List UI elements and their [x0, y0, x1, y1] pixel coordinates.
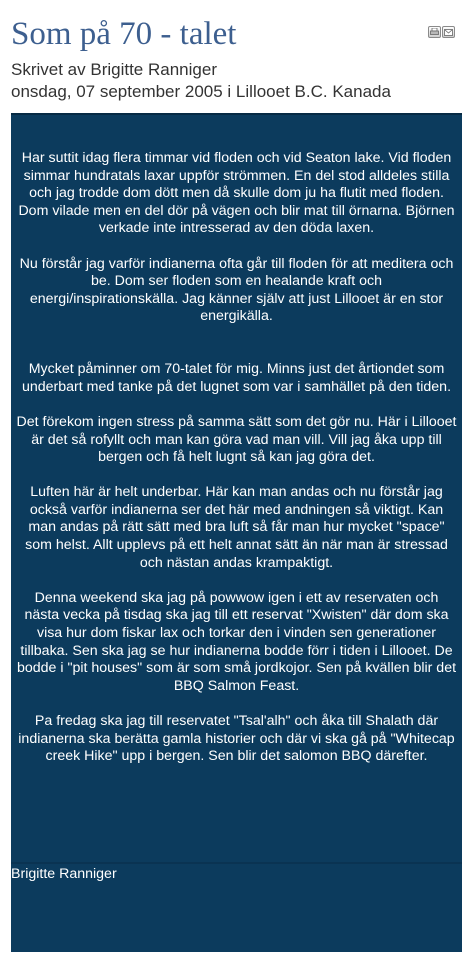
- paragraph: Pa fredag ska jag till reservatet "Tsal'alh" och åka till Shalath där indianerna ska berätta gamla historier och där vi ska gå på "Whitecap creek Hike" upp i bergen. Sen blir det salomon BBQ därefter.: [18, 713, 455, 765]
- email-icon[interactable]: [442, 26, 455, 38]
- paragraph: Denna weekend ska jag på powwow igen i ett av reservaten och nästa vecka på tisdag ska jag till ett reservat "Xwisten" där dom ska visa hur dom fiskar lax och torkar den i vinden sen generationer tillbaka. Sen ska jag se hur indianerna bodde förr i tiden i Lillooet. De bodde i "pit houses" som är som små jordkojor. Sen på kvällen blir det BBQ Salmon Feast.: [16, 589, 457, 694]
- post-body-box: [11, 113, 462, 952]
- post-author: Skrivet av Brigitte Ranniger: [11, 60, 217, 79]
- post-actions: [428, 26, 455, 38]
- paragraph: Har suttit idag flera timmar vid floden och vid Seaton lake. Vid floden simmar hundratals laxar uppför strömmen. En del stod alldeles stilla och jag trodde dom dött men då skulle dom ju ha flutit med floden. Dom vilade men en del dör på vägen och blir mat till örnarna. Björnen verkade inte intresserad av den döda laxen.: [18, 150, 455, 237]
- paragraph: Det förekom ingen stress på samma sätt som det gör nu. Här i Lillooet är det så rofyllt och man kan göra vad man vill. Vill jag åka upp till bergen och få helt lugnt så kan jag göra det.: [16, 413, 457, 466]
- post-body: [16, 150, 457, 783]
- paragraph: Mycket påminner om 70-talet för mig. Minns just det årtiondet som underbart med tanke på det lugnet som var i samhället på den tiden.: [21, 361, 452, 395]
- post-title: Som på 70 - talet: [11, 16, 237, 52]
- paragraph: Luften här är helt underbar. Här kan man andas och nu förstår jag också varför indianerna ser det här med andningen så viktigt. Kan man andas på rätt sätt med bra luft så får man hur mycket "space" som helst. Allt upplevs på ett helt annat sätt än när man är stressad och nästan andas krampaktigt.: [25, 484, 448, 571]
- post-date: onsdag, 07 september 2005 i Lillooet B.C. Kanada: [11, 82, 391, 101]
- post-signature: Brigitte Ranniger: [11, 866, 117, 882]
- signature-divider: [11, 862, 462, 864]
- print-icon[interactable]: [428, 26, 441, 38]
- paragraph: Nu förstår jag varför indianerna ofta går till floden för att meditera och be. Dom ser floden som en healande kraft och energi/inspirationskälla. Jag känner själv att just Lillooet är en stor energikälla.: [19, 255, 454, 325]
